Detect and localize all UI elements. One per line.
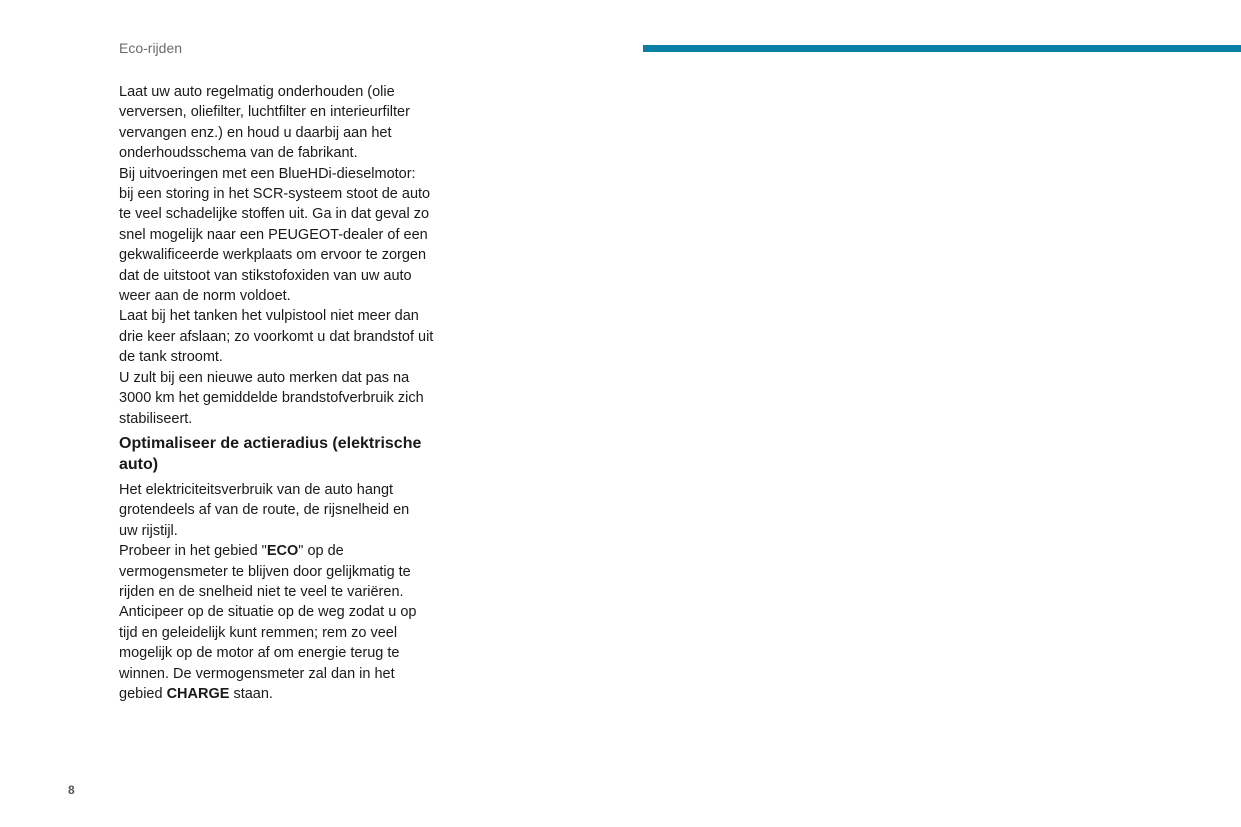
text-line: verversen, oliefilter, luchtfilter en interieurfilter bbox=[119, 104, 410, 121]
body-text bbox=[119, 82, 459, 704]
text-line: uw rijstijl. bbox=[119, 522, 178, 539]
paragraph-bluehdi bbox=[119, 164, 459, 307]
paragraph-anticipate bbox=[119, 602, 459, 704]
text-line: de tank stroomt. bbox=[119, 349, 223, 366]
text-line: Bij uitvoeringen met een BlueHDi-dieselmotor: bbox=[119, 165, 416, 182]
text-line: gekwalificeerde werkplaats om ervoor te zorgen bbox=[119, 247, 427, 264]
text-line: Laat bij het tanken het vulpistool niet meer dan bbox=[119, 308, 419, 325]
paragraph-maintenance bbox=[119, 82, 459, 164]
text-line: winnen. De vermogensmeter zal dan in het bbox=[119, 665, 395, 682]
text-line: tijd en geleidelijk kunt remmen; rem zo veel bbox=[119, 624, 398, 641]
paragraph-eco bbox=[119, 541, 459, 602]
text-line: vermogensmeter te blijven door gelijkmatig te bbox=[119, 563, 411, 580]
heading-line: Optimaliseer de actieradius (elektrische bbox=[119, 434, 422, 452]
text-line: stabiliseert. bbox=[119, 410, 193, 427]
paragraph-new-car bbox=[119, 368, 459, 429]
heading-line: auto) bbox=[119, 455, 159, 473]
text-line: vervangen enz.) en houd u daarbij aan het bbox=[119, 124, 392, 141]
eco-term: ECO bbox=[266, 543, 299, 560]
text-line: 3000 km het gemiddelde brandstofverbruik zich bbox=[119, 390, 424, 407]
text-line: Anticipeer op de situatie op de weg zodat u op bbox=[119, 604, 417, 621]
text-line: Laat uw auto regelmatig onderhouden (olie bbox=[119, 84, 395, 100]
text-line: onderhoudsschema van de fabrikant. bbox=[119, 145, 358, 162]
page-number: 8 bbox=[68, 783, 75, 797]
text-line: Probeer in het gebied "ECO" op de bbox=[119, 543, 344, 560]
paragraph-refuelling bbox=[119, 306, 459, 367]
text-line: U zult bij een nieuwe auto merken dat pas na bbox=[119, 369, 410, 386]
text-line: te veel schadelijke stoffen uit. Ga in dat geval zo bbox=[119, 206, 430, 223]
text-line: mogelijk op de motor af om energie terug te bbox=[119, 645, 400, 662]
charge-term: CHARGE bbox=[166, 685, 230, 702]
text-line: gebied CHARGE staan. bbox=[119, 685, 273, 702]
text-line: rijden en de snelheid niet te veel te variëren. bbox=[119, 583, 404, 600]
text-line: snel mogelijk naar een PEUGEOT-dealer of een bbox=[119, 226, 428, 243]
header-accent-bar bbox=[643, 45, 1241, 52]
text-line: drie keer afslaan; zo voorkomt u dat brandstof uit bbox=[119, 328, 434, 345]
section-title: Eco-rijden bbox=[119, 40, 183, 56]
paragraph-electricity bbox=[119, 480, 459, 541]
text-line: Het elektriciteitsverbruik van de auto hangt bbox=[119, 481, 394, 498]
text-line: bij een storing in het SCR-systeem stoot de auto bbox=[119, 186, 431, 203]
text-line: dat de uitstoot van stikstofoxiden van uw auto bbox=[119, 267, 412, 284]
text-line: grotendeels af van de route, de rijsnelheid en bbox=[119, 502, 410, 519]
text-line: weer aan de norm voldoet. bbox=[119, 288, 291, 305]
subheading-range bbox=[119, 433, 459, 475]
